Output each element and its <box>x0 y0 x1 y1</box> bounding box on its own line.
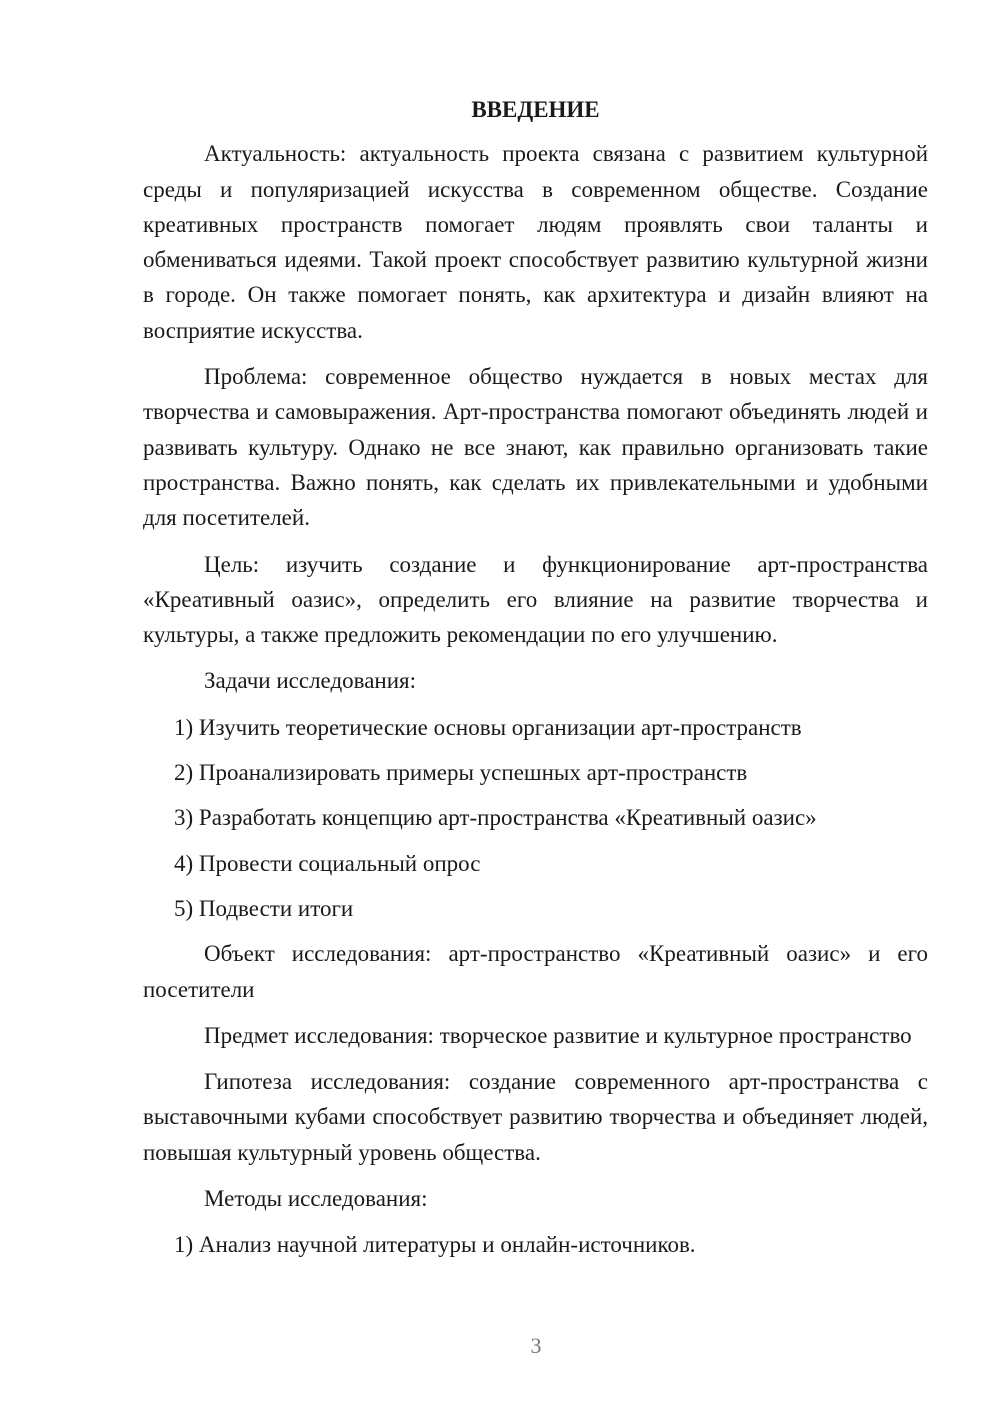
hypothesis-paragraph: Гипотеза исследования: создание современного арт-пространства с выставочными кубами способствует развитию творчества и объединяет людей, повышая культурный уровень общества. <box>143 1069 928 1165</box>
page-content <box>143 92 928 1273</box>
task-item: 3) Разработать концепцию арт-пространства «Креативный оазис» <box>174 805 817 831</box>
task-item: 2) Проанализировать примеры успешных арт-пространств <box>174 760 748 786</box>
page-number: 3 <box>530 1333 542 1358</box>
task-item: 4) Провести социальный опрос <box>174 850 481 876</box>
methods-heading: Методы исследования: <box>204 1186 428 1212</box>
relevance-paragraph: Актуальность: актуальность проекта связана с развитием культурной среды и популяризацией искусства в современном обществе. Создание креативных пространств помогает людям проявлять свои таланты и обмениваться идеями. Такой проект способствует развитию культурной жизни в городе. Он также помогает понять, как архитектура и дизайн влияют на восприятие искусства. <box>143 141 928 343</box>
task-item: 1) Изучить теоретические основы организации арт-пространств <box>174 714 802 740</box>
section-title: ВВЕДЕНИЕ <box>471 97 600 122</box>
goal-paragraph: Цель: изучить создание и функционирование арт-пространства «Креативный оазис», определить его влияние на развитие творчества и культуры, а также предложить рекомендации по его улучшению. <box>143 551 928 648</box>
object-paragraph: Объект исследования: арт-пространство «Креативный оазис» и его посетители <box>143 941 928 1002</box>
method-item: 1) Анализ научной литературы и онлайн-источников. <box>174 1232 696 1258</box>
problem-paragraph: Проблема: современное общество нуждается в новых местах для творчества и самовыражения. Арт-пространства помогают объединять людей и развивать культуру. Однако не все знают, как правильно организовать такие пространства. Важно понять, как сделать их привлекательными и удобными для посетителей. <box>143 364 928 531</box>
task-item: 5) Подвести итоги <box>174 895 354 921</box>
subject-paragraph: Предмет исследования: творческое развитие и культурное пространство <box>204 1022 912 1048</box>
tasks-heading: Задачи исследования: <box>204 668 417 694</box>
